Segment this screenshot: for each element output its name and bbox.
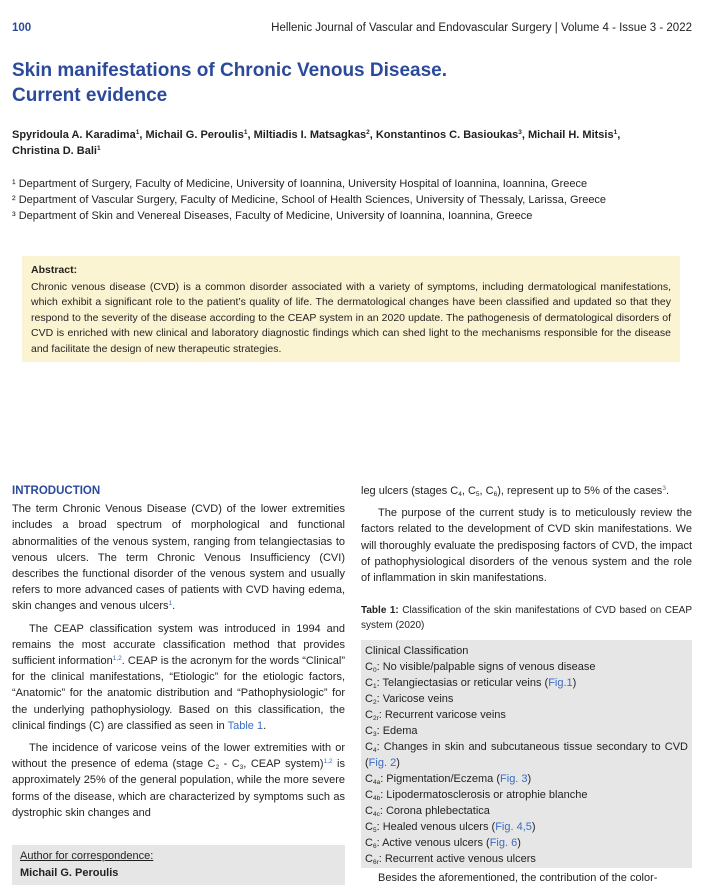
title-line-2: Current evidence bbox=[12, 85, 168, 106]
figure-link[interactable]: Fig. 4,5 bbox=[495, 821, 532, 833]
author: Konstantinos C. Basioukas bbox=[375, 129, 519, 141]
abstract-text: Chronic venous disease (CVD) is a common disorder associated with a variety of symptoms, including dermatological manifestations, which exhibit a significant role to the patient’s quality of life. The dermatological changes have been classified and updated so that they respond to the severity of the disease according to the CEAP system in an 2020 update. The pathogenesis of dermatological disorders of CVD is enriched with new clinical and laboratory diagnostic findings which can shed light to the mechanisms responsible for the disease and facilitate the design of new therapeutic strategies. bbox=[31, 280, 671, 355]
class-description: : Pigmentation/Eczema ( bbox=[380, 773, 501, 785]
correspondence-name: Michail G. Peroulis bbox=[20, 867, 119, 879]
para-text: The term Chronic Venous Disease (CVD) of the lower extremities includes a broad spectrum of morphological and functional abnormalities of the venous system, ranging from telangiectasias to venous ulcers. The term Chronic Venous Insufficiency (CVI) describes the functional disorder of the venous system and usually refers to more advanced cases of patients with CVD having edema, skin changes and venous ulcers bbox=[12, 503, 345, 613]
class-letter: C bbox=[365, 837, 373, 849]
affiliation: ² Department of Vascular Surgery, Faculty of Medicine, School of Health Sciences, University of Thessaly, Larissa, Greece bbox=[12, 194, 607, 206]
author: Christina D. Bali bbox=[12, 145, 97, 157]
class-sub: 4a bbox=[372, 779, 381, 786]
class-sub: 4c bbox=[372, 811, 380, 818]
author-sup: 1 bbox=[613, 129, 618, 136]
section-heading-introduction: INTRODUCTION bbox=[12, 485, 101, 497]
class-description: : Recurrent active venous ulcers bbox=[378, 853, 536, 865]
para-text: , C bbox=[479, 485, 494, 497]
correspondence-box bbox=[12, 845, 345, 885]
continuation-text: Besides the aforementioned, the contribution of the color- bbox=[378, 872, 658, 884]
table-caption-text: Classification of the skin manifestations of CVD based on CEAP system (2020) bbox=[361, 605, 693, 631]
class-sub: 6r bbox=[372, 859, 379, 866]
table-row bbox=[365, 787, 688, 803]
table-1-link[interactable]: Table 1 bbox=[227, 719, 264, 732]
citation-ref[interactable]: 3 bbox=[662, 485, 666, 492]
class-description-end: ) bbox=[517, 837, 521, 849]
table-row bbox=[365, 723, 688, 739]
classification-table bbox=[361, 640, 692, 868]
table-caption bbox=[361, 603, 692, 633]
stage-sub: 5 bbox=[475, 491, 480, 498]
table-row bbox=[365, 803, 688, 819]
table-row bbox=[365, 771, 688, 787]
author-list: Spyridoula A. Karadima$^1$, Michail G. Peroulis$^1$, Miltiadis I. Matsagkas$^2$, Konstantinos C. Basioukas$^3$, Michail H. Mitsis$^1$, Christina D. Bali$^1$ bbox=[12, 129, 621, 157]
class-description-end: ) bbox=[527, 773, 532, 785]
class-letter: C bbox=[365, 805, 373, 817]
table-row bbox=[365, 739, 688, 771]
left-column bbox=[12, 483, 345, 821]
intro-paragraph-2 bbox=[12, 621, 345, 734]
para-text: . bbox=[172, 600, 176, 613]
para-text: , C bbox=[461, 485, 476, 497]
class-sub: 6 bbox=[372, 843, 377, 850]
para-text: The incidence of varicose veins of the lower extremities with or without the presence of edema (stage C bbox=[12, 742, 345, 771]
class-letter: C bbox=[365, 677, 373, 689]
class-sub: 4b bbox=[372, 795, 381, 802]
table-row bbox=[365, 691, 688, 707]
class-letter: C bbox=[365, 773, 373, 785]
stage-sub: 4 bbox=[458, 491, 462, 498]
table-row bbox=[365, 835, 688, 851]
class-sub: 2 bbox=[372, 699, 377, 706]
journal-info: Hellenic Journal of Vascular and Endovascular Surgery | Volume 4 - Issue 3 - 2022 bbox=[271, 22, 692, 34]
class-description: : Healed venous ulcers ( bbox=[376, 821, 496, 833]
affiliation: ³ Department of Skin and Venereal Diseases, Faculty of Medicine, University of Ioannina, Ioannina, Greece bbox=[12, 210, 533, 222]
class-sub: 0 bbox=[372, 667, 377, 674]
author: Spyridoula A. Karadima bbox=[12, 129, 136, 141]
affiliation: ¹ Department of Surgery, Faculty of Medicine, University of Ioannina, University Hospital of Ioannina, Ioannina, Greece bbox=[12, 178, 588, 190]
para-text: - C bbox=[219, 758, 240, 771]
class-letter: C bbox=[365, 709, 373, 721]
abstract-box bbox=[22, 256, 680, 362]
author-sup: 3 bbox=[518, 129, 522, 136]
author-sup: 1 bbox=[96, 145, 101, 152]
class-sub: 4 bbox=[372, 747, 377, 754]
intro-paragraph-3 bbox=[12, 740, 345, 821]
table-row bbox=[365, 675, 688, 691]
class-letter: C bbox=[365, 661, 373, 673]
author-sup: 2 bbox=[366, 129, 370, 136]
table-rows bbox=[365, 659, 688, 867]
para-text: . bbox=[665, 485, 669, 497]
class-description-end: ) bbox=[572, 677, 577, 689]
table-row bbox=[365, 659, 688, 675]
affiliations bbox=[12, 176, 702, 224]
author-sup: 1 bbox=[243, 129, 248, 136]
class-letter: C bbox=[365, 853, 373, 865]
class-description: : Telangiectasias or reticular veins ( bbox=[376, 677, 549, 689]
para-text: leg ulcers (stages C bbox=[361, 485, 459, 497]
intro-paragraph-1 bbox=[12, 501, 345, 614]
right-column bbox=[361, 483, 692, 586]
class-sub: 3 bbox=[372, 731, 377, 738]
table-row bbox=[365, 819, 688, 835]
para-text: ), represent up to 5% of the cases bbox=[497, 485, 663, 497]
title-line-1: Skin manifestations of Chronic Venous Disease. bbox=[12, 60, 448, 81]
page-number: 100 bbox=[12, 22, 32, 34]
class-description: : Recurrent varicose veins bbox=[378, 709, 506, 721]
author: Michail H. Mitsis bbox=[528, 129, 614, 141]
stage-sub: 2 bbox=[215, 764, 220, 772]
class-letter: C bbox=[365, 693, 373, 705]
table-row bbox=[365, 707, 688, 723]
class-description: : Varicose veins bbox=[376, 693, 454, 705]
para-text: , CEAP system) bbox=[243, 758, 324, 771]
class-description-end: ) bbox=[396, 757, 400, 769]
class-letter: C bbox=[365, 789, 373, 801]
table-heading: Clinical Classification bbox=[365, 645, 469, 657]
figure-link[interactable]: Fig. 3 bbox=[500, 773, 528, 785]
abstract-label: Abstract: bbox=[31, 264, 78, 276]
purpose-paragraph: The purpose of the current study is to meticulously review the factors related to the development of CVD skin manifestations. We will thoroughly evaluate the predisposing factors of CVD, the impact of pathophysiological disorders of the venous system and the role of inflammation in skin manifestations. bbox=[361, 507, 692, 585]
para-text: is approximately 25% of the general population, while the more severe forms of the disease, which are characterized by symptoms such as dystrophic skin changes and bbox=[12, 758, 345, 819]
citation-ref[interactable]: 1,2 bbox=[112, 655, 122, 663]
class-sub: 2r bbox=[372, 715, 379, 722]
para-text: The CEAP classification system was introduced in 1994 and remains the most accurate classification method that provides sufficient information bbox=[12, 622, 345, 668]
article-title bbox=[12, 58, 632, 108]
continued-paragraph bbox=[361, 483, 692, 499]
citation-ref[interactable]: 1,2 bbox=[323, 758, 333, 766]
class-letter: C bbox=[365, 821, 373, 833]
figure-link[interactable]: Fig. 6 bbox=[489, 837, 518, 849]
class-letter: C bbox=[365, 741, 373, 753]
para-text: . CEAP is the acronym for the words “Clinical” for the clinical manifestations, “Etiologic” for the etiologic factors, “Anatomic” for the anatomic distribution and “Pathophysiologic” for the underlying pathophysiology. Based on this classification, the clinical findings (C) are classified as seen in bbox=[12, 655, 345, 732]
running-header bbox=[12, 22, 692, 38]
class-description-end: ) bbox=[531, 821, 536, 833]
class-description: : Lipodermatosclerosis or atrophie blanche bbox=[380, 789, 588, 801]
table-caption-label: Table 1: bbox=[361, 605, 399, 616]
author: Miltiadis I. Matsagkas bbox=[253, 129, 367, 141]
class-letter: C bbox=[365, 725, 373, 737]
correspondence-label: Author for correspondence: bbox=[20, 850, 154, 862]
class-description: : Changes in skin and subcutaneous tissue secondary to CVD ( bbox=[365, 741, 688, 769]
author-sup: 1 bbox=[135, 129, 140, 136]
citation-ref[interactable]: 1 bbox=[168, 600, 173, 608]
stage-sub: 3 bbox=[239, 764, 244, 772]
class-sub: 5 bbox=[372, 827, 377, 834]
author: Michail G. Peroulis bbox=[145, 129, 244, 141]
class-description: : Corona phlebectatica bbox=[379, 805, 490, 817]
para-text: . bbox=[263, 719, 267, 732]
class-description: : No visible/palpable signs of venous disease bbox=[376, 661, 596, 673]
class-description: : Active venous ulcers ( bbox=[376, 837, 490, 849]
class-sub: 1 bbox=[372, 683, 377, 690]
class-description: : Edema bbox=[376, 725, 418, 737]
figure-link[interactable]: Fig. 2 bbox=[368, 757, 397, 769]
figure-link[interactable]: Fig.1 bbox=[548, 677, 573, 689]
stage-sub: 6 bbox=[493, 491, 498, 498]
table-row bbox=[365, 851, 688, 867]
